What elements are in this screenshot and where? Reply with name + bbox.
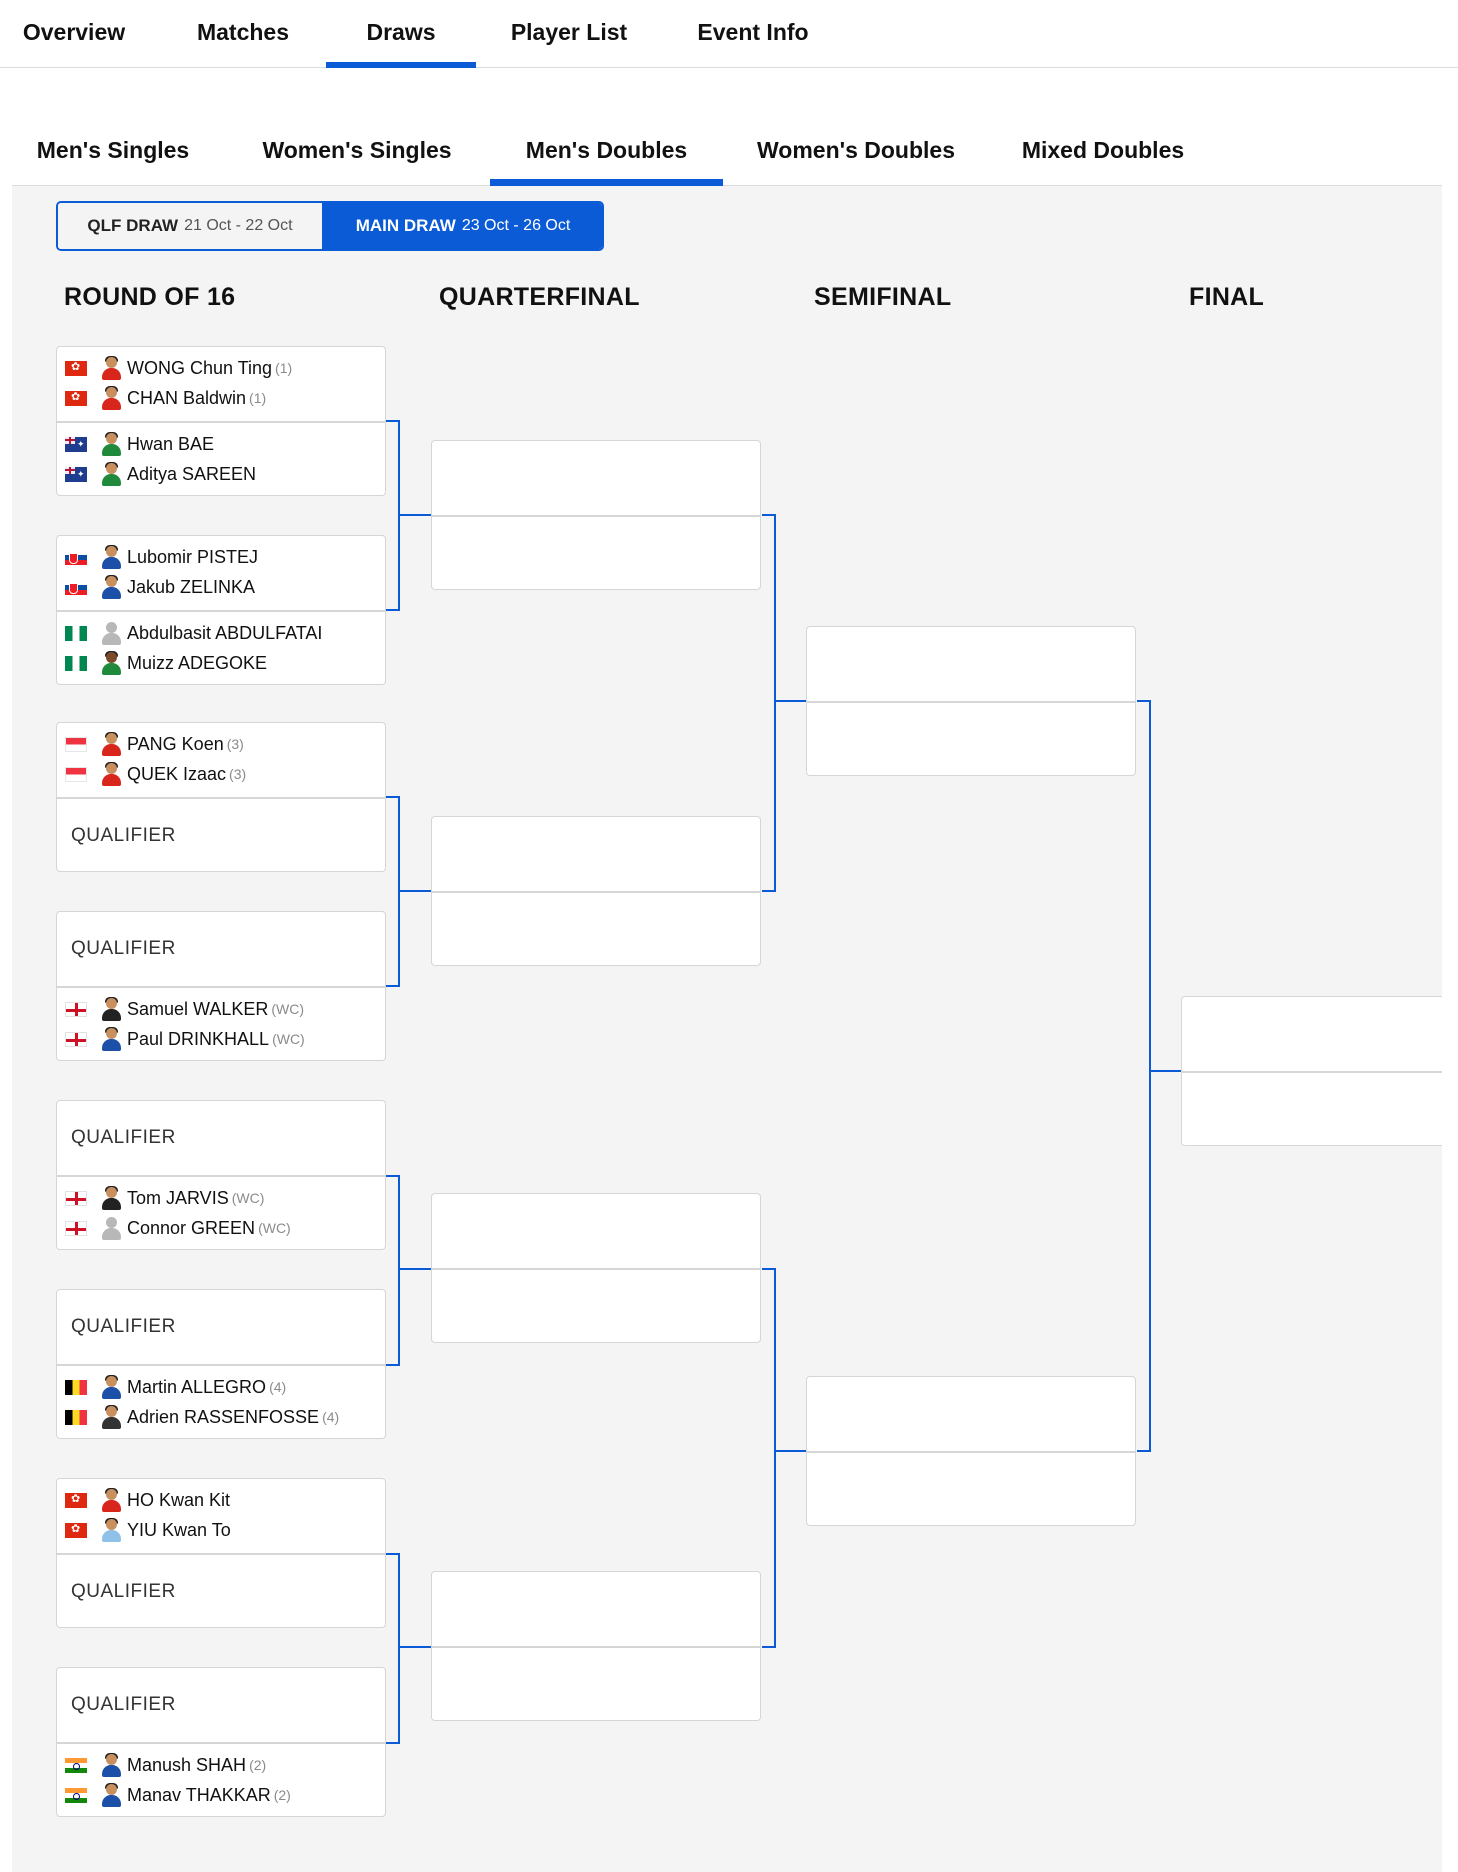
- player-row: [65, 353, 292, 383]
- player-name[interactable]: Aditya SAREEN: [127, 463, 257, 484]
- qf-match-4[interactable]: [431, 1571, 761, 1721]
- seed-badge: (WC): [271, 1001, 305, 1017]
- tab-mens-singles[interactable]: Men's Singles: [36, 137, 190, 163]
- tab-draws[interactable]: Draws: [326, 0, 476, 68]
- flag-slovakia-icon: [65, 550, 87, 565]
- match-divider: [807, 701, 1135, 703]
- match-side: [57, 347, 385, 421]
- player-name[interactable]: YIU Kwan To: [127, 1519, 231, 1540]
- player-avatar-placeholder-icon: [101, 1216, 121, 1240]
- player-name[interactable]: HO Kwan Kit: [127, 1489, 231, 1510]
- match-divider: [432, 1268, 760, 1270]
- flag-hong-kong-icon: [65, 1493, 87, 1508]
- seed-badge: (1): [249, 390, 267, 406]
- sf-match-1[interactable]: [806, 626, 1136, 776]
- player-row: [65, 618, 322, 648]
- player-avatar: [101, 432, 121, 456]
- player-row: [65, 1780, 291, 1810]
- top-nav: [0, 0, 1458, 68]
- r16-match-8[interactable]: [56, 1667, 386, 1817]
- match-side: [57, 1744, 385, 1818]
- player-row: [65, 1515, 231, 1545]
- tab-mens-doubles[interactable]: Men's Doubles: [490, 118, 723, 186]
- match-side: [57, 988, 385, 1062]
- player-name[interactable]: Hwan BAE: [127, 433, 215, 454]
- flag-slovakia-icon: [65, 580, 87, 595]
- player-row: [65, 1402, 339, 1432]
- r16-match-2[interactable]: [56, 535, 386, 685]
- seed-badge: (3): [229, 766, 247, 782]
- qualifier-slot: QUALIFIER: [71, 825, 176, 846]
- player-avatar: [101, 997, 121, 1021]
- match-side: [57, 723, 385, 797]
- tab-overview[interactable]: Overview: [22, 19, 126, 45]
- player-row: [65, 429, 214, 459]
- flag-australia-icon: [65, 467, 87, 482]
- match-side: [57, 1668, 385, 1742]
- player-row: [65, 1213, 291, 1243]
- seed-badge: (4): [269, 1379, 287, 1395]
- flag-england-icon: [65, 1002, 87, 1017]
- player-name[interactable]: Muizz ADEGOKE: [127, 652, 268, 673]
- final-match[interactable]: [1181, 996, 1442, 1146]
- qualifier-slot: QUALIFIER: [71, 1316, 176, 1337]
- seed-badge: (2): [273, 1787, 291, 1803]
- qualifier-slot: QUALIFIER: [71, 1127, 176, 1148]
- player-avatar: [101, 1753, 121, 1777]
- player-row: [65, 572, 255, 602]
- match-side: [57, 912, 385, 986]
- player-avatar-placeholder-icon: [101, 621, 121, 645]
- round-title-semifinal: SEMIFINAL: [814, 283, 952, 311]
- match-divider: [1182, 1071, 1442, 1073]
- match-side: [57, 1366, 385, 1440]
- player-row: [65, 383, 266, 413]
- player-avatar: [101, 1186, 121, 1210]
- flag-india-icon: [65, 1758, 87, 1773]
- player-avatar: [101, 1783, 121, 1807]
- match-side: [57, 612, 385, 686]
- qualifier-slot: QUALIFIER: [71, 1581, 176, 1602]
- flag-australia-icon: [65, 437, 87, 452]
- event-tabs: [12, 118, 1442, 186]
- tab-mixed-doubles[interactable]: Mixed Doubles: [1021, 137, 1185, 163]
- player-avatar: [101, 1375, 121, 1399]
- flag-hong-kong-icon: [65, 361, 87, 376]
- match-divider: [807, 1451, 1135, 1453]
- r16-match-4[interactable]: [56, 911, 386, 1061]
- flag-england-icon: [65, 1032, 87, 1047]
- match-side: [57, 1177, 385, 1251]
- flag-nigeria-icon: [65, 656, 87, 671]
- player-row: [65, 1372, 286, 1402]
- player-avatar: [101, 1518, 121, 1542]
- seed-badge: (WC): [231, 1190, 265, 1206]
- player-avatar: [101, 386, 121, 410]
- tab-matches[interactable]: Matches: [196, 19, 290, 45]
- player-name[interactable]: Paul DRINKHALL: [127, 1028, 270, 1049]
- qlf-draw-button[interactable]: [58, 203, 324, 249]
- tab-womens-doubles[interactable]: Women's Doubles: [756, 137, 955, 163]
- r16-match-5[interactable]: [56, 1100, 386, 1250]
- player-name[interactable]: QUEK Izaac: [127, 763, 227, 784]
- qualifier-slot: QUALIFIER: [71, 1694, 176, 1715]
- player-row: [65, 1485, 230, 1515]
- flag-singapore-icon: [65, 737, 87, 752]
- player-row: [65, 648, 267, 678]
- player-name[interactable]: WONG Chun Ting: [127, 357, 273, 378]
- player-avatar: [101, 356, 121, 380]
- draw-toggle: [56, 201, 604, 251]
- player-avatar: [101, 732, 121, 756]
- player-avatar: [101, 651, 121, 675]
- player-name[interactable]: Samuel WALKER: [127, 998, 269, 1019]
- player-avatar: [101, 575, 121, 599]
- tab-player-list[interactable]: Player List: [510, 19, 628, 45]
- flag-belgium-icon: [65, 1410, 87, 1425]
- player-name[interactable]: PANG Koen: [127, 733, 224, 754]
- sf-match-2[interactable]: [806, 1376, 1136, 1526]
- player-name[interactable]: Tom JARVIS: [127, 1187, 229, 1208]
- seed-badge: (WC): [258, 1220, 291, 1236]
- flag-india-icon: [65, 1788, 87, 1803]
- player-avatar: [101, 762, 121, 786]
- player-avatar: [101, 545, 121, 569]
- player-avatar: [101, 1488, 121, 1512]
- player-row: [65, 542, 258, 572]
- flag-hong-kong-icon: [65, 1523, 87, 1538]
- player-name[interactable]: Lubomir PISTEJ: [127, 546, 259, 567]
- match-side: [57, 536, 385, 610]
- player-avatar: [101, 462, 121, 486]
- player-avatar: [101, 1027, 121, 1051]
- match-side: [57, 1479, 385, 1553]
- qf-match-1[interactable]: [431, 440, 761, 590]
- main-draw-button[interactable]: [324, 203, 602, 249]
- qlf-draw-dates: 21 Oct - 22 Oct: [184, 217, 293, 234]
- flag-hong-kong-icon: [65, 391, 87, 406]
- match-side: [57, 1290, 385, 1364]
- seed-badge: (WC): [272, 1031, 305, 1047]
- main-draw-dates: 23 Oct - 26 Oct: [461, 217, 571, 234]
- player-name[interactable]: Abdulbasit ABDULFATAI: [127, 622, 323, 643]
- flag-england-icon: [65, 1221, 87, 1236]
- tab-event-info[interactable]: Event Info: [697, 19, 809, 45]
- player-row: [65, 459, 256, 489]
- r16-match-7[interactable]: [56, 1478, 386, 1628]
- match-side: [57, 423, 385, 497]
- flag-singapore-icon: [65, 767, 87, 782]
- player-name[interactable]: Jakub ZELINKA: [127, 576, 256, 597]
- player-name[interactable]: Manav THAKKAR: [127, 1784, 271, 1805]
- player-name[interactable]: Connor GREEN: [127, 1217, 256, 1238]
- player-avatar: [101, 1405, 121, 1429]
- flag-england-icon: [65, 1191, 87, 1206]
- qualifier-slot: QUALIFIER: [71, 938, 176, 959]
- tab-womens-singles[interactable]: Women's Singles: [262, 137, 452, 163]
- match-divider: [432, 515, 760, 517]
- player-name[interactable]: Manush SHAH: [127, 1754, 247, 1775]
- seed-badge: (3): [226, 736, 244, 752]
- round-title-final: FINAL: [1189, 283, 1265, 311]
- match-divider: [432, 1646, 760, 1648]
- player-name[interactable]: Adrien RASSENFOSSE: [127, 1406, 320, 1427]
- main-draw-label: MAIN DRAW: [355, 216, 456, 235]
- player-row: [65, 1750, 266, 1780]
- flag-belgium-icon: [65, 1380, 87, 1395]
- player-name[interactable]: Martin ALLEGRO: [127, 1376, 267, 1397]
- player-row: [65, 1024, 305, 1054]
- player-row: [65, 1183, 264, 1213]
- seed-badge: (2): [249, 1757, 267, 1773]
- seed-badge: (4): [322, 1409, 340, 1425]
- r16-match-3[interactable]: [56, 722, 386, 872]
- match-side: [57, 1555, 385, 1629]
- match-side: [57, 1101, 385, 1175]
- player-name[interactable]: CHAN Baldwin: [127, 387, 247, 408]
- player-row: [65, 729, 244, 759]
- seed-badge: (1): [275, 360, 293, 376]
- round-title-quarterfinal: QUARTERFINAL: [439, 283, 640, 311]
- player-row: [65, 759, 246, 789]
- round-title-r16: ROUND OF 16: [64, 283, 236, 311]
- qf-match-2[interactable]: [431, 816, 761, 966]
- r16-match-6[interactable]: [56, 1289, 386, 1439]
- match-side: [57, 799, 385, 873]
- flag-nigeria-icon: [65, 626, 87, 641]
- match-divider: [432, 891, 760, 893]
- r16-match-1[interactable]: [56, 346, 386, 496]
- qf-match-3[interactable]: [431, 1193, 761, 1343]
- player-row: [65, 994, 304, 1024]
- qlf-draw-label: QLF DRAW: [87, 216, 179, 235]
